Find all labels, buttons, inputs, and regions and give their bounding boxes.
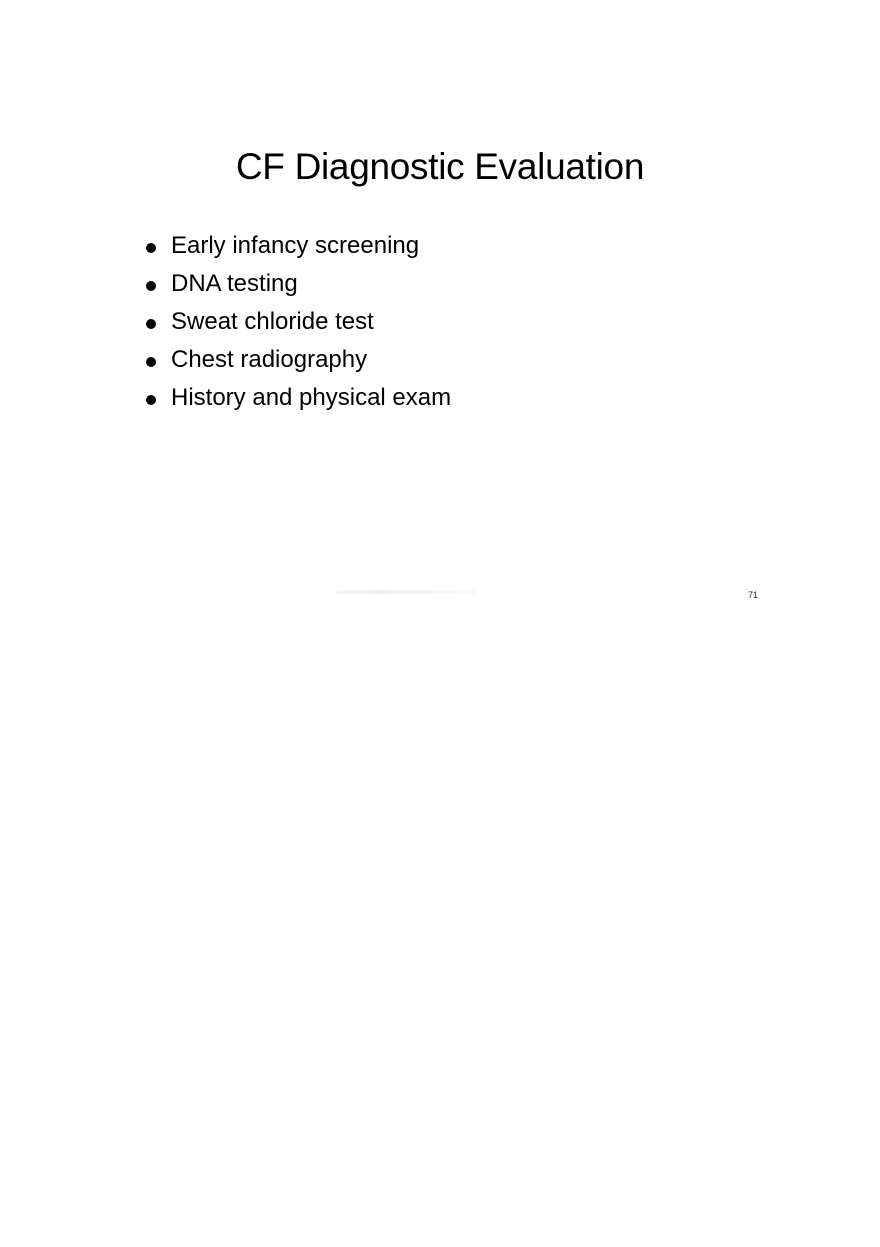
faint-footer-mark [335,590,475,594]
bullet-list [146,227,451,417]
bullet-dot-icon [146,357,156,367]
bullet-dot-icon [146,395,156,405]
list-item-text: DNA testing [171,270,298,297]
list-item [146,227,451,265]
bullet-dot-icon [146,243,156,253]
bullet-dot-icon [146,319,156,329]
list-item [146,303,451,341]
list-item-text: Early infancy screening [171,232,420,259]
list-item [146,265,451,303]
slide-title: CF Diagnostic Evaluation [235,146,645,187]
list-item [146,341,451,379]
bullet-dot-icon [146,281,156,291]
page-number: 71 [748,590,759,600]
list-item-text: Chest radiography [171,346,368,373]
list-item-text: Sweat chloride test [171,308,374,335]
slide [0,0,880,620]
list-item-text: History and physical exam [171,384,452,411]
list-item [146,379,451,417]
